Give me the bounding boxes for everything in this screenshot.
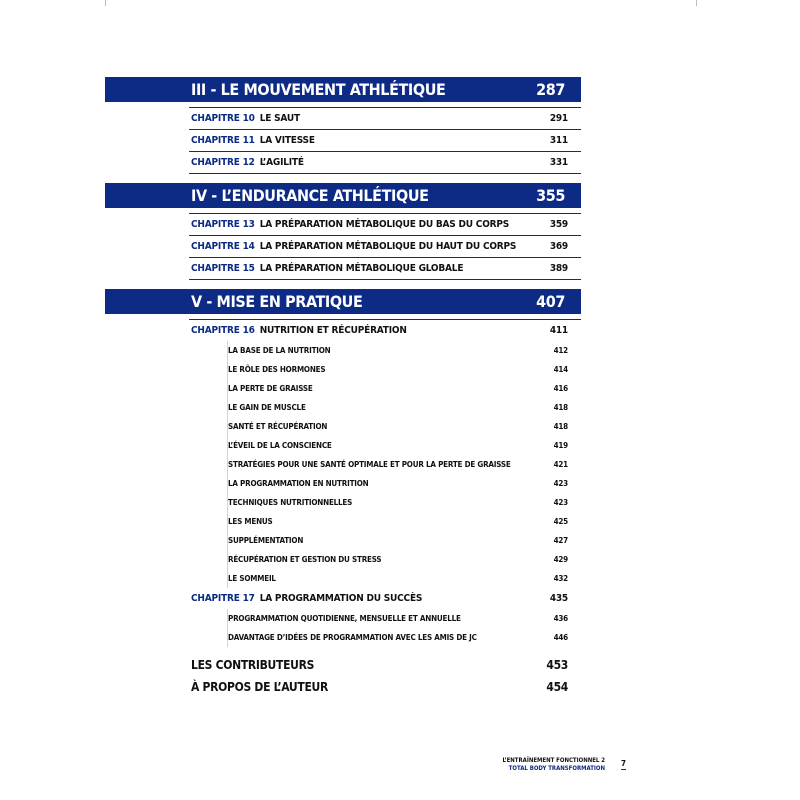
part-header[interactable] <box>105 77 581 102</box>
footer-book-info <box>502 757 605 773</box>
appendix-entry[interactable] <box>189 676 581 698</box>
chapter-title: LA PRÉPARATION MÉTABOLIQUE DU HAUT DU CORPS <box>259 241 517 252</box>
chapter-entry[interactable] <box>189 152 581 173</box>
chapter-entry[interactable] <box>189 214 581 235</box>
appendix-page-number: 454 <box>546 680 568 694</box>
part-title: IV - L’ENDURANCE ATHLÉTIQUE <box>191 186 429 205</box>
chapter-page-number: 359 <box>549 219 568 230</box>
part-page-number: 287 <box>536 80 565 99</box>
section-title: LE SOMMEIL <box>228 574 276 583</box>
chapter-page-number: 369 <box>549 241 568 252</box>
chapter-label: CHAPITRE 11 <box>191 135 255 146</box>
chapter-entry[interactable] <box>189 236 581 257</box>
chapter-page-number: 389 <box>549 263 568 274</box>
chapter-page-number: 435 <box>549 593 568 604</box>
section-title: LES MENUS <box>228 517 273 526</box>
chapter-label: CHAPITRE 13 <box>191 219 255 230</box>
chapter-title: L’AGILITÉ <box>259 157 304 168</box>
part-title: III - LE MOUVEMENT ATHLÉTIQUE <box>191 80 446 99</box>
chapter-label: CHAPITRE 15 <box>191 263 255 274</box>
footer-book-title: L’ENTRAÎNEMENT FONCTIONNEL 2 <box>502 757 605 764</box>
chapter-entry[interactable] <box>189 320 581 341</box>
appendix-title: À PROPOS DE L’AUTEUR <box>191 680 329 694</box>
section-entry[interactable] <box>228 398 581 417</box>
crop-mark-left <box>105 0 106 6</box>
section-title: PROGRAMMATION QUOTIDIENNE, MENSUELLE ET ANNUELLE <box>228 614 461 623</box>
chapter-divider <box>189 173 581 174</box>
section-entry[interactable] <box>228 341 581 360</box>
section-entry[interactable] <box>228 474 581 493</box>
section-title: TECHNIQUES NUTRITIONNELLES <box>228 498 353 507</box>
section-entry[interactable] <box>228 550 581 569</box>
page-number: 7 <box>620 759 626 768</box>
appendix-entry[interactable] <box>189 654 581 676</box>
section-title: SANTÉ ET RÉCUPÉRATION <box>228 422 328 431</box>
section-entry[interactable] <box>228 512 581 531</box>
part-title: V - MISE EN PRATIQUE <box>191 292 363 311</box>
section-page-number: 432 <box>553 574 568 583</box>
section-title: LA PROGRAMMATION EN NUTRITION <box>228 479 369 488</box>
section-page-number: 427 <box>553 536 568 545</box>
section-title: SUPPLÉMENTATION <box>228 536 304 545</box>
table-of-contents <box>105 77 581 698</box>
section-page-number: 418 <box>553 403 568 412</box>
section-entry[interactable] <box>228 417 581 436</box>
appendix-title: LES CONTRIBUTEURS <box>191 658 315 672</box>
section-entry[interactable] <box>228 436 581 455</box>
section-title: LE RÔLE DES HORMONES <box>228 365 326 374</box>
chapter-title: LA PROGRAMMATION DU SUCCÈS <box>259 593 423 604</box>
section-page-number: 446 <box>553 633 568 642</box>
section-entry[interactable] <box>228 379 581 398</box>
section-title: STRATÉGIES POUR UNE SANTÉ OPTIMALE ET POUR LA PERTE DE GRAISSE <box>228 460 511 469</box>
section-page-number: 421 <box>553 460 568 469</box>
section-title: DAVANTAGE D’IDÉES DE PROGRAMMATION AVEC LES AMIS DE JC <box>228 633 477 642</box>
chapter-label: CHAPITRE 16 <box>191 325 255 336</box>
section-page-number: 414 <box>553 365 568 374</box>
chapter-page-number: 311 <box>549 135 568 146</box>
section-page-number: 423 <box>553 479 568 488</box>
chapter-label: CHAPITRE 12 <box>191 157 255 168</box>
chapter-label: CHAPITRE 10 <box>191 113 255 124</box>
chapter-divider <box>189 279 581 280</box>
section-title: LA PERTE DE GRAISSE <box>228 384 313 393</box>
part-header[interactable] <box>105 183 581 208</box>
section-page-number: 423 <box>553 498 568 507</box>
section-entry[interactable] <box>228 628 581 647</box>
section-list <box>227 341 581 588</box>
chapter-title: LA PRÉPARATION MÉTABOLIQUE GLOBALE <box>259 263 464 274</box>
chapter-page-number: 291 <box>549 113 568 124</box>
section-page-number: 419 <box>553 441 568 450</box>
section-page-number: 436 <box>553 614 568 623</box>
section-entry[interactable] <box>228 531 581 550</box>
section-page-number: 412 <box>553 346 568 355</box>
section-entry[interactable] <box>228 455 581 474</box>
section-title: L’ÉVEIL DE LA CONSCIENCE <box>228 441 332 450</box>
chapter-entry[interactable] <box>189 130 581 151</box>
crop-mark-right <box>696 0 697 6</box>
chapter-title: LE SAUT <box>259 113 300 124</box>
section-entry[interactable] <box>228 609 581 628</box>
section-page-number: 416 <box>553 384 568 393</box>
chapter-page-number: 331 <box>549 157 568 168</box>
chapter-title: NUTRITION ET RÉCUPÉRATION <box>259 325 407 336</box>
section-entry[interactable] <box>228 360 581 379</box>
part-page-number: 407 <box>536 292 565 311</box>
section-page-number: 429 <box>553 555 568 564</box>
page-footer <box>500 757 630 777</box>
section-list <box>227 609 581 647</box>
part-header[interactable] <box>105 289 581 314</box>
chapter-entry[interactable] <box>189 588 581 609</box>
section-title: LA BASE DE LA NUTRITION <box>228 346 331 355</box>
chapter-title: LA PRÉPARATION MÉTABOLIQUE DU BAS DU CORPS <box>259 219 510 230</box>
chapter-label: CHAPITRE 17 <box>191 593 255 604</box>
chapter-label: CHAPITRE 14 <box>191 241 255 252</box>
part-page-number: 355 <box>536 186 565 205</box>
chapter-title: LA VITESSE <box>259 135 315 146</box>
section-title: RÉCUPÉRATION ET GESTION DU STRESS <box>228 555 382 564</box>
section-entry[interactable] <box>228 569 581 588</box>
appendix-page-number: 453 <box>546 658 568 672</box>
section-title: LE GAIN DE MUSCLE <box>228 403 306 412</box>
section-entry[interactable] <box>228 493 581 512</box>
chapter-entry[interactable] <box>189 108 581 129</box>
footer-book-subtitle: TOTAL BODY TRANSFORMATION <box>508 765 605 773</box>
chapter-page-number: 411 <box>549 325 568 336</box>
extras-spacer <box>105 647 581 654</box>
section-page-number: 425 <box>553 517 568 526</box>
chapter-entry[interactable] <box>189 258 581 279</box>
section-page-number: 418 <box>553 422 568 431</box>
